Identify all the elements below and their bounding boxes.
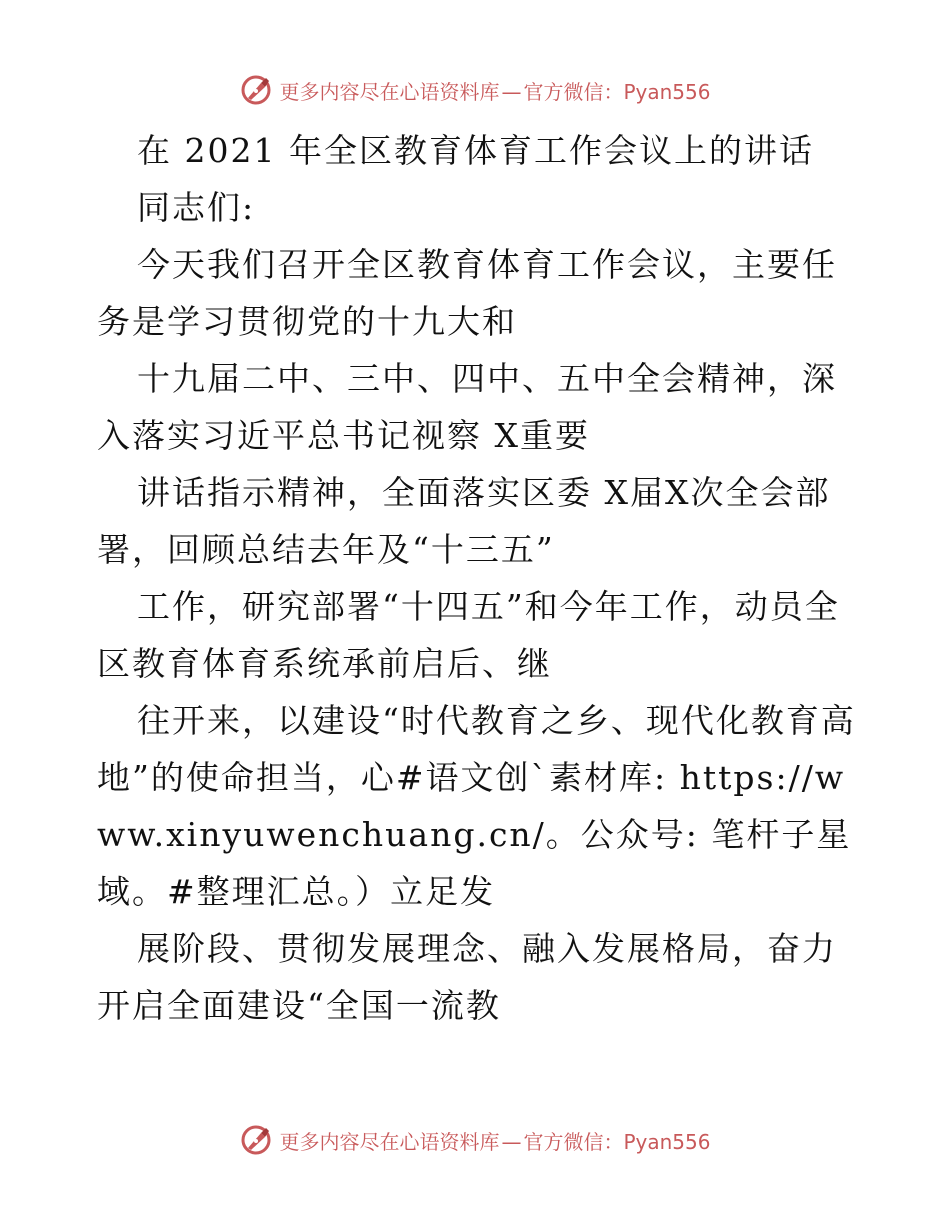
header-library-text: 更多内容尽在心语资料库 [279,79,500,104]
document-paragraph: 讲话指示精神，全面落实区委 X届X次全会部署，回顾总结去年及“十三五” [97,473,831,569]
footer-watermark [0,1120,950,1160]
document-paragraph: 今天我们召开全区教育体育工作会议，主要任务是学习贯彻党的十九大和 [97,245,837,341]
footer-separator: — [501,1129,522,1154]
header-separator: — [501,79,522,104]
document-title: 在 2021 年全区教育体育工作会议上的讲话 [137,131,814,170]
footer-watermark-text [279,1126,710,1155]
document-paragraph: 工作，研究部署“十四五”和今年工作，动员全区教育体育系统承前启后、继 [97,587,840,683]
header-watermark [0,70,950,110]
pen-nib-logo-icon [239,1123,273,1157]
footer-contact-text: 官方微信：Pyan556 [523,1129,711,1154]
pen-nib-logo-icon [239,73,273,107]
document-paragraph: 十九届二中、三中、四中、五中全会精神，深入落实习近平总书记视察 X重要 [97,359,837,455]
header-contact-text: 官方微信：Pyan556 [523,79,711,104]
document-body [97,122,857,1034]
header-watermark-text [279,76,710,105]
document-paragraph: 往开来，以建设“时代教育之乡、现代化教育高地”的使命担当，心#语文创`素材库: https://www.xinyuwenchuang.cn/。公众号: 笔杆子星域。#整理汇总。）立足发 [97,701,856,911]
document-salutation: 同志们: [137,188,256,227]
document-paragraph: 展阶段、贯彻发展理念、融入发展格局，奋力开启全面建设“全国一流教 [97,929,837,1025]
footer-library-text: 更多内容尽在心语资料库 [279,1129,500,1154]
